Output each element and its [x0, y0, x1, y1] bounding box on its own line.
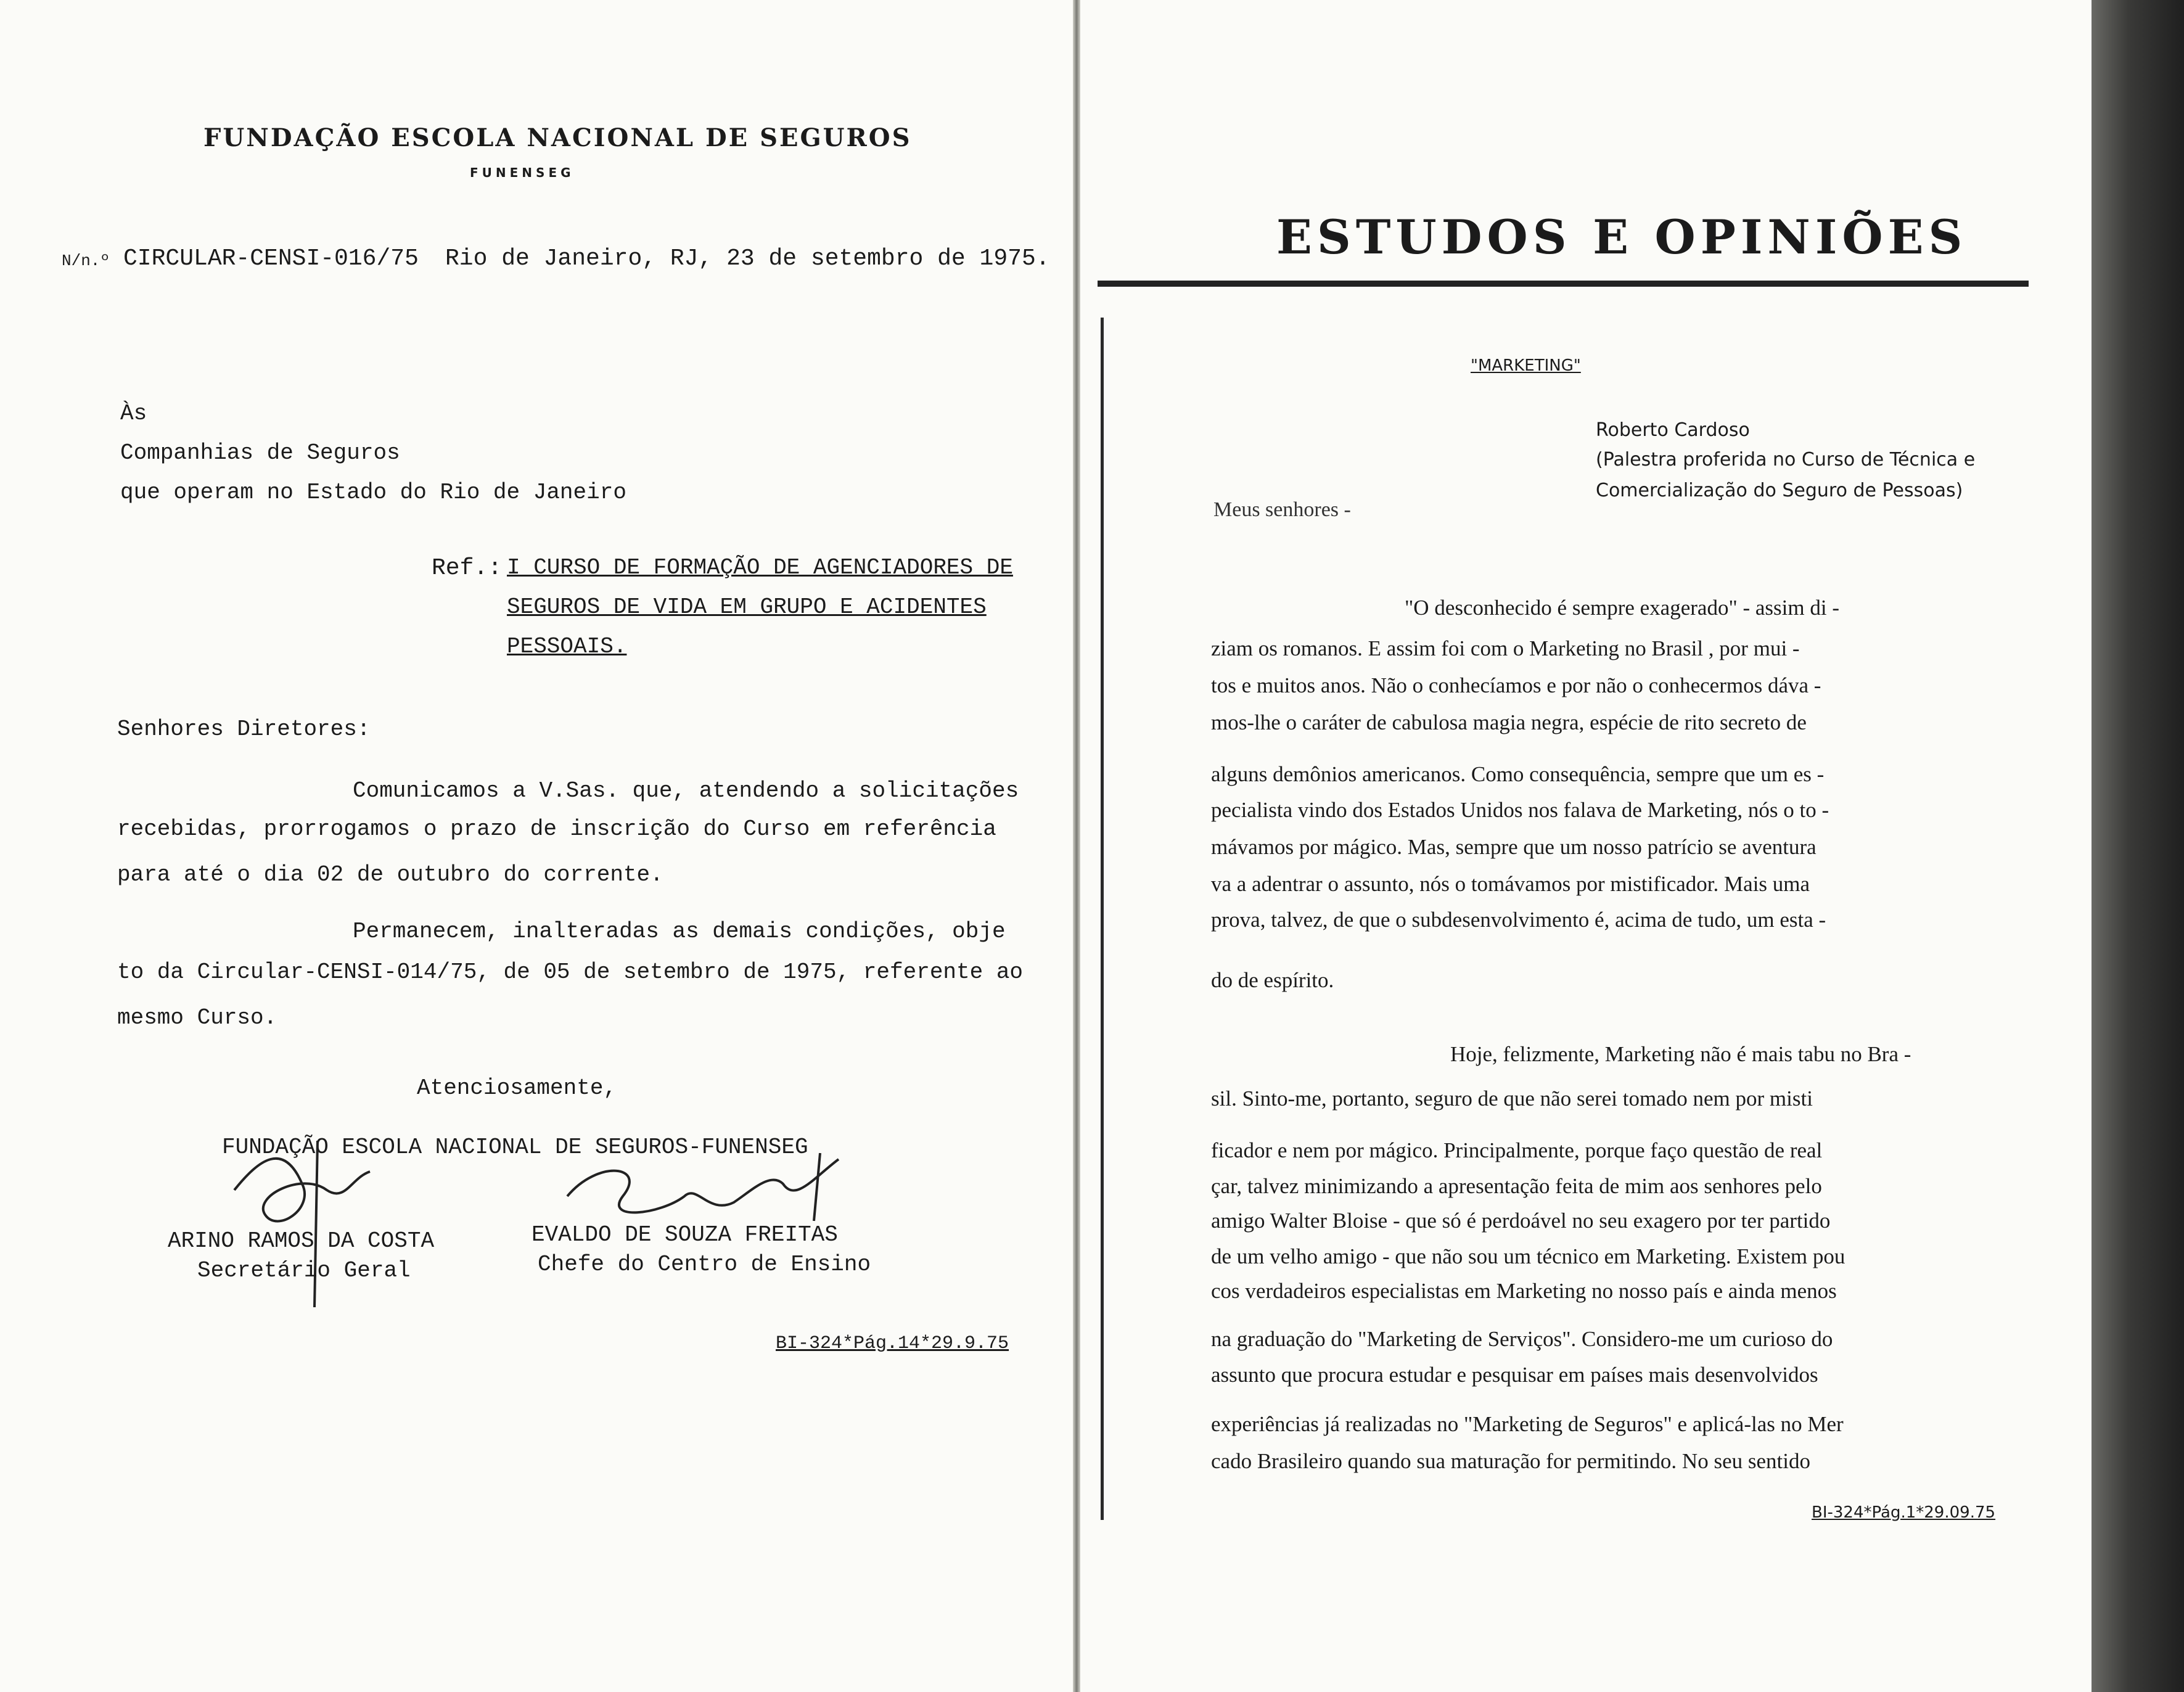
article-line: tos e muitos anos. Não o conhecíamos e por não o conhecermos dáva - — [1211, 673, 1821, 697]
article-line: sil. Sinto-me, portanto, seguro de que não serei tomado nem por misti — [1211, 1086, 1813, 1111]
article-line: mávamos por mágico. Mas, sempre que um nosso patrício se aventura — [1211, 835, 1817, 859]
article-line: ziam os romanos. E assim foi com o Marketing no Brasil , por mui - — [1211, 636, 1800, 660]
body-line: recebidas, prorrogamos o prazo de inscrição do Curso em referência — [117, 816, 996, 842]
article-line: va a adentrar o assunto, nós o tomávamos por mistificador. Mais uma — [1211, 872, 1810, 896]
article-title: "MARKETING" — [1471, 356, 1581, 375]
signer2-name: EVALDO DE SOUZA FREITAS — [532, 1222, 838, 1247]
body-line: to da Circular-CENSI-014/75, de 05 de setembro de 1975, referente ao — [117, 959, 1024, 985]
greeting: Senhores Diretores: — [117, 717, 371, 742]
subject-line: I CURSO DE FORMAÇÃO DE AGENCIADORES DE — [507, 555, 1013, 580]
body-line: Comunicamos a V.Sas. que, atendendo a solicitações — [353, 778, 1019, 803]
article-line: amigo Walter Bloise - que só é perdoável no seu exagero por ter partido — [1211, 1209, 1831, 1233]
section-title: ESTUDOS E OPINIÕES — [1276, 210, 1968, 265]
subject-line: SEGUROS DE VIDA EM GRUPO E ACIDENTES — [507, 594, 987, 620]
body-line: mesmo Curso. — [117, 1005, 277, 1030]
article-line: alguns demônios americanos. Como consequência, sempre que um es - — [1211, 762, 1825, 786]
author-line: Roberto Cardoso — [1596, 419, 1750, 441]
binder-edge — [2092, 0, 2184, 1692]
letterhead-org-name: FUNDAÇÃO ESCOLA NACIONAL DE SEGUROS — [203, 123, 912, 152]
article-line: çar, talvez minimizando a apresentação feita de mim aos senhores pelo — [1211, 1174, 1822, 1198]
signer2-title: Chefe do Centro de Ensino — [538, 1252, 871, 1277]
signature-org: FUNDAÇÃO ESCOLA NACIONAL DE SEGUROS-FUNENSEG — [222, 1135, 808, 1160]
reference-number-label: N/n.º — [62, 252, 110, 270]
article-line: do de espírito. — [1211, 968, 1334, 992]
salutation: Meus senhores - — [1213, 498, 1351, 521]
page-footer: BI-324*Pág.1*29.09.75 — [1812, 1503, 1996, 1522]
subject-label: Ref.: — [432, 555, 503, 581]
addressee-line: Companhias de Seguros — [120, 440, 400, 466]
addressee-line: Às — [120, 401, 147, 426]
body-line: para até o dia 02 de outubro do corrente. — [117, 862, 663, 887]
article-line: "O desconhecido é sempre exagerado" - assim di - — [1405, 596, 1839, 620]
article-line: pecialista vindo dos Estados Unidos nos falava de Marketing, nós o to - — [1211, 798, 1829, 822]
margin-rule — [1101, 318, 1104, 1520]
page-spine — [1073, 0, 1080, 1692]
closing: Atenciosamente, — [417, 1075, 617, 1101]
article-line: mos-lhe o caráter de cabulosa magia negra, espécie de rito secreto de — [1211, 710, 1807, 734]
article-line: Hoje, felizmente, Marketing não é mais tabu no Bra - — [1450, 1042, 1911, 1066]
letter-date: Rio de Janeiro, RJ, 23 de setembro de 1975. — [445, 245, 1050, 272]
body-line: Permanecem, inalteradas as demais condições, obje — [353, 919, 1006, 944]
author-line: (Palestra proferida no Curso de Técnica e — [1596, 449, 1976, 470]
article-line: prova, talvez, de que o subdesenvolvimento é, acima de tudo, um esta - — [1211, 908, 1826, 932]
article-line: assunto que procura estudar e pesquisar em países mais desenvolvidos — [1211, 1363, 1818, 1387]
page-footer: BI-324*Pág.14*29.9.75 — [776, 1333, 1009, 1354]
subject-line: PESSOAIS. — [507, 634, 627, 659]
article-line: cos verdadeiros especialistas em Marketing no nosso país e ainda menos — [1211, 1279, 1837, 1303]
title-rule — [1098, 281, 2029, 287]
signer1-name: ARINO RAMOS DA COSTA — [168, 1228, 435, 1254]
article-line: cado Brasileiro quando sua maturação for permitindo. No seu sentido — [1211, 1449, 1810, 1473]
article-line: na graduação do "Marketing de Serviços". Considero-me um curioso do — [1211, 1327, 1833, 1351]
reference-number: CIRCULAR-CENSI-016/75 — [123, 245, 419, 272]
article-line: experiências já realizadas no "Marketing de Seguros" e aplicá-las no Mer — [1211, 1412, 1844, 1436]
author-line: Comercialização do Seguro de Pessoas) — [1596, 480, 1963, 501]
addressee-line: que operam no Estado do Rio de Janeiro — [120, 480, 626, 505]
article-line: de um velho amigo - que não sou um técnico em Marketing. Existem pou — [1211, 1244, 1845, 1268]
signer1-title: Secretário Geral — [197, 1258, 411, 1283]
letterhead-abbrev: FUNENSEG — [470, 165, 575, 180]
article-line: ficador e nem por mágico. Principalmente, porque faço questão de real — [1211, 1138, 1823, 1162]
